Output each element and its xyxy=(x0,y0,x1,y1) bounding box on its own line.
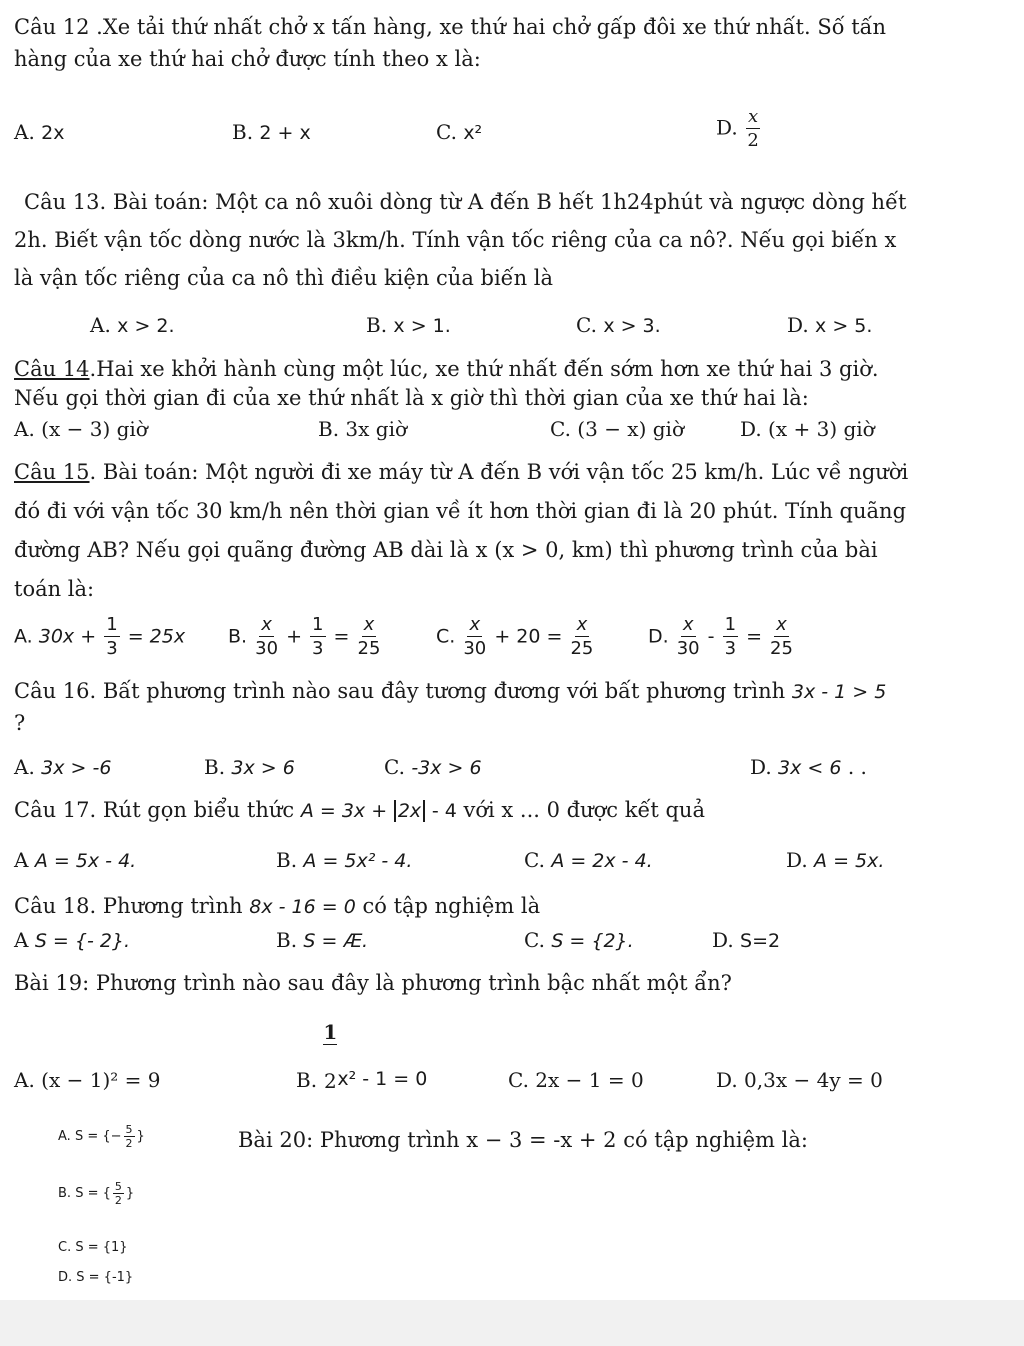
q12-c-text: x² xyxy=(463,122,483,144)
q15-b-op1: + xyxy=(286,625,302,648)
q15-b-d2: 3 xyxy=(312,638,324,659)
q12-stem-line-1: Câu 12 .Xe tải thứ nhất chở x tấn hàng, xe thứ hai chở gấp đôi xe thứ nhất. Số tấn xyxy=(14,15,887,39)
q19-option-a: A. (x − 1)² = 9 xyxy=(14,1068,161,1092)
q17-a-label: A xyxy=(14,848,29,872)
q17-option-b xyxy=(276,848,412,872)
q18-stem xyxy=(14,888,540,925)
q13-stem-line-3: là vận tốc riêng của ca nô thì điều kiện của biến là xyxy=(14,266,554,290)
q16-stem-expr: 3x - 1 > 5 xyxy=(791,681,887,703)
q20-b-post: } xyxy=(125,1186,135,1201)
q18-a-text: S = {- 2}. xyxy=(34,930,131,952)
q13-a-text: x > 2. xyxy=(117,315,175,337)
q18-c-label: C. xyxy=(524,928,545,952)
q20-option-c: C. S = {1} xyxy=(58,1240,128,1255)
q12-d-num: x xyxy=(748,106,759,127)
q15-b-frac-3 xyxy=(358,616,381,658)
q15-stem-line-3: đường AB? Nếu gọi quãng đường AB dài là x (x > 0, km) thì phương trình của bài xyxy=(14,538,878,562)
q19-stem: Bài 19: Phương trình nào sau đây là phương trình bậc nhất một ẩn? xyxy=(14,971,732,995)
q15-b-frac-1 xyxy=(255,616,278,658)
q15-stem-line-2: đó đi với vận tốc 30 km/h nên thời gian về ít hơn thời gian đi là 20 phút. Tính quãng xyxy=(14,499,907,523)
q15-a-den: 3 xyxy=(106,638,118,659)
q20-b-fraction xyxy=(113,1181,124,1206)
q20-a-label: A. xyxy=(58,1129,71,1144)
q18-d-text: S=2 xyxy=(740,930,781,952)
q17-stem-pre: Câu 17. Rút gọn biểu thức xyxy=(14,798,295,822)
q18-b-text: S = Æ. xyxy=(303,930,369,952)
q12-c-label: C. xyxy=(436,120,457,144)
q16-d-text: 3x < 6 xyxy=(778,757,842,779)
q15-d-label: D. xyxy=(648,625,669,648)
q18-stem-pre: Câu 18. Phương trình xyxy=(14,894,243,918)
q17-stem xyxy=(14,792,705,829)
q15-a-pre: 30x + xyxy=(38,625,97,648)
q17-option-c xyxy=(524,848,653,872)
q16-d-trail: . . xyxy=(847,755,867,779)
q16-d-label: D. xyxy=(750,755,772,779)
q15-b-n3: x xyxy=(363,614,375,635)
q15-option-a xyxy=(14,616,185,658)
q13-stem-line-1: Câu 13. Bài toán: Một ca nô xuôi dòng từ A đến B hết 1h24phút và ngược dòng hết xyxy=(24,190,907,214)
q15-b-n1: x xyxy=(261,614,272,635)
q16-option-b xyxy=(204,755,295,779)
q14-option-d: D. (x + 3) giờ xyxy=(740,417,875,441)
q15-d-n3: x xyxy=(776,614,787,635)
q15-d-frac-1 xyxy=(677,616,700,658)
q15-d-d2: 3 xyxy=(724,638,737,659)
q17-d-label: D. xyxy=(786,848,808,872)
q15-c-d1: 30 xyxy=(463,638,487,659)
q13-c-text: x > 3. xyxy=(603,315,661,337)
q19-b-rest: x² - 1 = 0 xyxy=(337,1068,428,1090)
q15-b-d1: 30 xyxy=(255,638,279,659)
q14-stem-line-2: Nếu gọi thời gian đi của xe thứ nhất là x giờ thì thời gian của xe thứ hai là: xyxy=(14,386,809,410)
q20-a-post: } xyxy=(136,1129,145,1144)
q12-option-b xyxy=(232,120,311,144)
q17-a-text: A = 5x - 4. xyxy=(34,850,137,872)
q13-option-b xyxy=(366,313,451,337)
q17-c-text: A = 2x - 4. xyxy=(551,850,653,872)
q14-option-a: A. (x − 3) giờ xyxy=(14,417,148,441)
q17-abs-value: 2x xyxy=(394,800,425,822)
q14-title: Câu 14 xyxy=(14,357,90,381)
q15-d-op2: = xyxy=(746,625,762,648)
q13-b-text: x > 1. xyxy=(393,315,451,337)
q15-c-n1: x xyxy=(469,614,481,635)
q13-option-a xyxy=(90,313,175,337)
q18-option-a xyxy=(14,928,130,952)
q16-a-label: A. xyxy=(14,755,35,779)
q13-option-c xyxy=(576,313,661,337)
q20-stem: Bài 20: Phương trình x − 3 = -x + 2 có tập nghiệm là: xyxy=(238,1128,808,1152)
q15-d-frac-2 xyxy=(723,616,738,658)
q19-b-label: B. xyxy=(296,1068,318,1092)
q20-a-pre: S = {− xyxy=(74,1129,122,1144)
q19-option-d: D. 0,3x − 4y = 0 xyxy=(716,1068,883,1092)
q13-b-label: B. xyxy=(366,313,388,337)
q20-option-a xyxy=(58,1124,145,1149)
q18-d-label: D. xyxy=(712,928,734,952)
q15-b-d3: 25 xyxy=(357,638,381,659)
q16-stem-line-1 xyxy=(14,673,886,710)
q19-b-num: 1 xyxy=(323,1020,338,1044)
q15-c-label: C. xyxy=(436,625,456,648)
q14-option-b: B. 3x giờ xyxy=(318,417,408,441)
q17-expr-a: A = 3x + xyxy=(300,800,388,822)
q16-c-text: -3x > 6 xyxy=(411,757,482,779)
q15-b-n2: 1 xyxy=(312,614,324,635)
q15-d-d1: 30 xyxy=(676,638,700,659)
q18-stem-expr: 8x - 16 = 0 xyxy=(249,896,356,918)
q12-a-text: 2x xyxy=(41,122,65,144)
q15-c-d2: 25 xyxy=(570,638,594,659)
q13-option-d xyxy=(787,313,872,337)
q20-b-num: 5 xyxy=(114,1180,122,1193)
q17-option-a xyxy=(14,848,136,872)
q15-stem-rest: . Bài toán: Một người đi xe máy từ A đến B với vận tốc 25 km/h. Lúc về người xyxy=(89,460,909,484)
q16-stem-text: Câu 16. Bất phương trình nào sau đây tương đương với bất phương trình xyxy=(14,679,786,703)
q14-option-c: C. (3 − x) giờ xyxy=(550,417,684,441)
q15-d-n2: 1 xyxy=(724,614,737,635)
q17-option-d xyxy=(786,848,884,872)
q13-stem-line-2: 2h. Biết vận tốc dòng nước là 3km/h. Tính vận tốc riêng của ca nô?. Nếu gọi biến x xyxy=(14,228,897,252)
q15-stem-line-1 xyxy=(14,454,908,490)
q15-d-d3: 25 xyxy=(770,638,793,659)
q15-b-frac-2 xyxy=(310,616,325,658)
q17-b-text: A = 5x² - 4. xyxy=(303,850,413,872)
q18-stem-post: có tập nghiệm là xyxy=(362,894,541,918)
q16-option-a xyxy=(14,755,111,779)
q15-option-c xyxy=(436,616,595,658)
q20-a-num: 5 xyxy=(125,1123,133,1136)
q20-option-d: D. S = {-1} xyxy=(58,1270,134,1285)
bottom-margin xyxy=(0,1300,1024,1346)
q15-a-post: = 25x xyxy=(127,625,186,648)
q15-c-frac-2 xyxy=(570,616,593,658)
q18-b-label: B. xyxy=(276,928,298,952)
q15-c-frac-1 xyxy=(463,616,486,658)
q20-b-pre: S = { xyxy=(75,1186,111,1201)
q16-option-c xyxy=(384,755,482,779)
q18-a-label: A xyxy=(14,928,29,952)
q18-option-c xyxy=(524,928,634,952)
q17-b-label: B. xyxy=(276,848,298,872)
q15-title: Câu 15 xyxy=(14,460,90,484)
q16-a-text: 3x > -6 xyxy=(41,757,112,779)
q16-option-d xyxy=(750,755,867,779)
q15-a-label: A. xyxy=(14,625,33,648)
q20-a-fraction xyxy=(124,1124,135,1149)
q15-option-d xyxy=(648,616,795,658)
q15-c-mid: + 20 = xyxy=(494,625,563,648)
q15-a-num: 1 xyxy=(106,614,118,635)
q17-d-text: A = 5x. xyxy=(814,850,885,872)
q15-a-fraction xyxy=(104,616,119,658)
q20-option-b xyxy=(58,1181,134,1206)
q19-b-den: 2 xyxy=(324,1069,337,1093)
q20-b-label: B. xyxy=(58,1186,72,1201)
q12-b-label: B. xyxy=(232,120,254,144)
q13-a-label: A. xyxy=(90,313,111,337)
q16-b-text: 3x > 6 xyxy=(231,757,295,779)
q19-option-b xyxy=(296,1022,427,1092)
q19-option-c: C. 2x − 1 = 0 xyxy=(508,1068,644,1092)
q12-b-text: 2 + x xyxy=(259,122,311,144)
q15-b-op2: = xyxy=(333,625,350,648)
q12-stem-line-2: hàng của xe thứ hai chở được tính theo x là: xyxy=(14,47,481,71)
q19-b-fraction xyxy=(323,1022,337,1091)
q17-expr-b: - 4 xyxy=(431,800,457,822)
q15-stem-line-4: toán là: xyxy=(14,577,95,601)
q15-d-frac-3 xyxy=(770,616,793,658)
q15-c-n2: x xyxy=(576,614,588,635)
q12-a-label: A. xyxy=(14,120,35,144)
q12-option-d xyxy=(716,108,762,150)
q15-d-n1: x xyxy=(682,614,694,635)
q12-option-c xyxy=(436,120,482,144)
q12-d-fraction xyxy=(746,108,760,150)
q20-a-den: 2 xyxy=(125,1137,133,1150)
q12-option-a xyxy=(14,120,65,144)
q16-c-label: C. xyxy=(384,755,405,779)
q16-stem-line-2: ? xyxy=(14,711,26,735)
q18-option-b xyxy=(276,928,368,952)
q15-d-op1: - xyxy=(707,625,715,648)
q13-c-label: C. xyxy=(576,313,597,337)
q14-stem-rest: .Hai xe khởi hành cùng một lúc, xe thứ nhất đến sớm hơn xe thứ hai 3 giờ. xyxy=(89,357,879,381)
q18-c-text: S = {2}. xyxy=(551,930,634,952)
q13-d-text: x > 5. xyxy=(815,315,873,337)
q20-b-den: 2 xyxy=(114,1194,122,1207)
q13-d-label: D. xyxy=(787,313,809,337)
q15-option-b xyxy=(228,616,382,658)
q12-d-label: D. xyxy=(716,115,738,140)
q17-c-label: C. xyxy=(524,848,545,872)
q18-option-d xyxy=(712,928,780,952)
q16-b-label: B. xyxy=(204,755,226,779)
q12-d-den: 2 xyxy=(747,130,759,151)
q17-stem-post: với x ... 0 được kết quả xyxy=(463,798,705,822)
q15-b-label: B. xyxy=(228,625,248,648)
